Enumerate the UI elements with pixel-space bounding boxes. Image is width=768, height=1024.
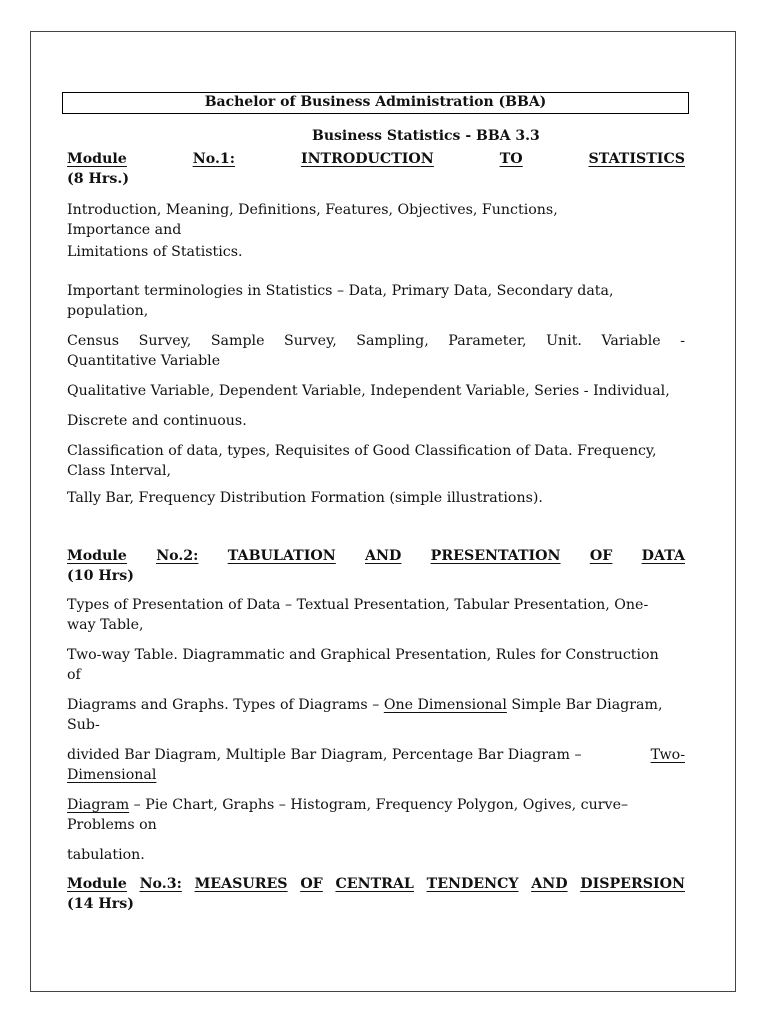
module-1-heading-word: INTRODUCTION bbox=[300, 151, 434, 167]
module-2-para3-text-end: Simple Bar Diagram, bbox=[506, 697, 663, 713]
module-2-para bbox=[67, 695, 685, 735]
document-subtitle: Business Statistics - BBA 3.3 bbox=[312, 128, 540, 144]
module-2-para bbox=[67, 645, 685, 685]
module-3-heading-word: OF bbox=[300, 876, 323, 892]
module-1-para: Limitations of Statistics. bbox=[67, 244, 243, 260]
module-1-para bbox=[67, 281, 685, 321]
module-1-para: Qualitative Variable, Dependent Variable, Independent Variable, Series - Individual, bbox=[67, 383, 670, 399]
module-2-para1-line2: way Table, bbox=[67, 617, 144, 633]
module-2-heading-word: TABULATION bbox=[227, 548, 336, 564]
module-2-para bbox=[67, 595, 685, 635]
module-1-heading-word: TO bbox=[499, 151, 523, 167]
module-3-heading-word: DISPERSION bbox=[580, 876, 685, 892]
module-3-heading-word: MEASURES bbox=[194, 876, 288, 892]
module-2-heading-word: Module bbox=[67, 548, 127, 564]
module-1-para4-line2: Quantitative Variable bbox=[67, 353, 221, 369]
module-2-heading-word: PRESENTATION bbox=[430, 548, 561, 564]
module-1-heading-word: No.1: bbox=[192, 151, 235, 167]
module-1-para1-line1: Introduction, Meaning, Definitions, Features, Objectives, Functions, bbox=[67, 202, 558, 218]
module-2-para5-line2: Problems on bbox=[67, 817, 157, 833]
module-2-para4-text: divided Bar Diagram, Multiple Bar Diagram, Percentage Bar Diagram – bbox=[67, 747, 587, 763]
module-3-heading-word: TENDENCY bbox=[426, 876, 519, 892]
module-2-heading-word: OF bbox=[589, 548, 613, 564]
module-2-para5-underlined: Diagram bbox=[67, 797, 130, 813]
module-1-para bbox=[67, 441, 685, 481]
module-1-para: Tally Bar, Frequency Distribution Formation (simple illustrations). bbox=[67, 490, 543, 506]
module-1-heading-word: STATISTICS bbox=[588, 151, 685, 167]
module-1-para7-line2: Class Interval, bbox=[67, 463, 172, 479]
module-3-heading-word: CENTRAL bbox=[335, 876, 414, 892]
module-3-heading-word: Module bbox=[67, 876, 127, 892]
module-3-heading bbox=[67, 874, 685, 914]
module-1-para3-line2: population, bbox=[67, 303, 149, 319]
module-1-para1-line2: Importance and bbox=[67, 222, 182, 238]
module-2-para bbox=[67, 745, 685, 785]
module-2-para1-line1: Types of Presentation of Data – Textual Presentation, Tabular Presentation, One- bbox=[67, 597, 649, 613]
module-2-heading-word: AND bbox=[365, 548, 402, 564]
module-2-hours: (10 Hrs) bbox=[67, 568, 134, 584]
module-1-para4-line1: Census Survey, Sample Survey, Sampling, Parameter, Unit. Variable - bbox=[67, 333, 685, 349]
module-1-heading bbox=[67, 149, 685, 189]
module-1-hours: (8 Hrs.) bbox=[67, 171, 130, 187]
module-2-para: tabulation. bbox=[67, 847, 145, 863]
module-1-para: Discrete and continuous. bbox=[67, 413, 247, 429]
module-2-para5-text: – Pie Chart, Graphs – Histogram, Frequency Polygon, Ogives, curve– bbox=[129, 797, 629, 813]
module-2-para3-line2: Sub- bbox=[67, 717, 100, 733]
document-content bbox=[67, 92, 685, 914]
module-2-para3-underlined: One Dimensional bbox=[383, 697, 507, 713]
module-1-heading-word: Module bbox=[67, 151, 127, 167]
module-3-hours: (14 Hrs) bbox=[67, 896, 134, 912]
module-2-para4-underlined-line2: Dimensional bbox=[67, 767, 157, 783]
module-1-para bbox=[67, 331, 685, 371]
module-1-para3-line1: Important terminologies in Statistics – Data, Primary Data, Secondary data, bbox=[67, 283, 614, 299]
module-2-heading bbox=[67, 546, 685, 586]
module-2-para4-underlined: Two- bbox=[650, 747, 685, 763]
module-1-para7-line1: Classification of data, types, Requisites of Good Classification of Data. Frequency, bbox=[67, 443, 657, 459]
module-1-para bbox=[67, 200, 685, 240]
module-2-heading-word: No.2: bbox=[156, 548, 199, 564]
module-3-heading-word: AND bbox=[531, 876, 568, 892]
module-2-para3-text: Diagrams and Graphs. Types of Diagrams – bbox=[67, 697, 384, 713]
module-2-para bbox=[67, 795, 685, 835]
module-3-heading-word: No.3: bbox=[139, 876, 182, 892]
module-2-para2-line2: of bbox=[67, 667, 81, 683]
module-2-heading-word: DATA bbox=[641, 548, 685, 564]
document-title: Bachelor of Business Administration (BBA) bbox=[62, 92, 689, 114]
module-2-para4-line1 bbox=[67, 745, 685, 765]
module-2-para2-line1: Two-way Table. Diagrammatic and Graphical Presentation, Rules for Construction bbox=[67, 647, 659, 663]
